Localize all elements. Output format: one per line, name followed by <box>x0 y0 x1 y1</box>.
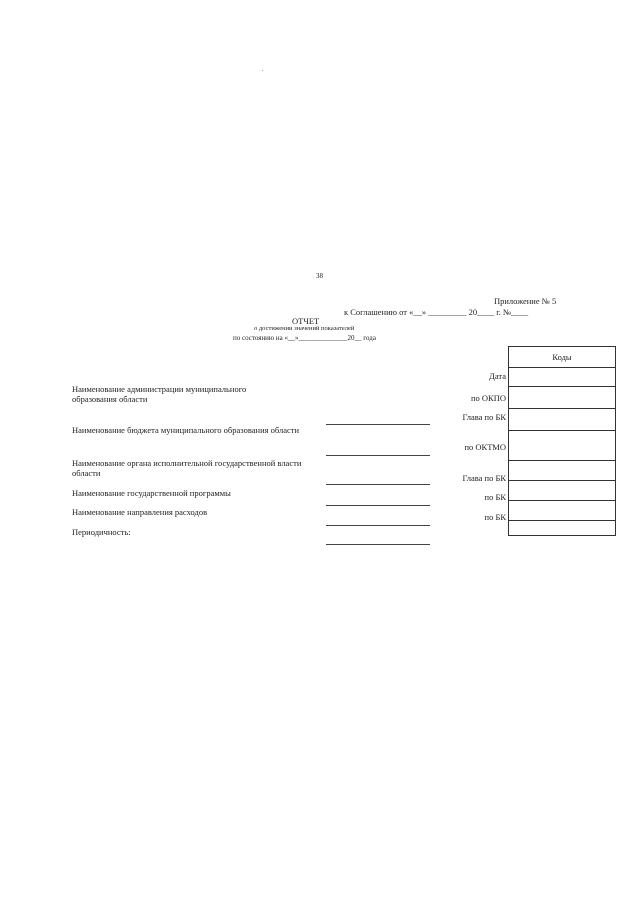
field-label-periodicity: Периодичность: <box>72 527 131 537</box>
code-cell-date <box>509 367 615 386</box>
fill-line-program <box>326 505 430 506</box>
code-label-chapter-bk-1: Глава по БК <box>462 412 506 422</box>
field-label-expense-direction: Наименование направления расходов <box>72 507 208 517</box>
code-label-date: Дата <box>489 371 506 381</box>
code-cell-chapter-bk-2 <box>509 460 615 480</box>
code-cell-bk-2 <box>509 500 615 520</box>
code-label-chapter-bk-2: Глава по БК <box>462 473 506 483</box>
code-cell-bk-1 <box>509 480 615 500</box>
appendix-label: Приложение № 5 <box>494 296 557 306</box>
scan-speck <box>262 70 263 71</box>
report-as-of: по состоянию на «__»______________20__ года <box>233 334 376 342</box>
code-cell-periodicity <box>509 520 615 535</box>
field-label-administration: Наименование администрации муниципального образования области <box>72 384 247 404</box>
fill-line-budget <box>326 455 430 456</box>
code-label-oktmo: по ОКТМО <box>464 442 506 452</box>
codes-table <box>508 346 616 536</box>
field-label-program: Наименование государственной программы <box>72 488 231 498</box>
fill-line-administration <box>326 424 430 425</box>
report-subtitle: о достижении значений показателей <box>254 325 355 332</box>
page-number: 38 <box>316 272 323 280</box>
code-label-bk-1: по БК <box>484 492 506 502</box>
field-label-budget: Наименование бюджета муниципального образования области <box>72 425 300 435</box>
codes-header: Коды <box>552 352 572 362</box>
agreement-reference: к Соглашению от «__» _________ 20____ г. №____ <box>344 307 529 317</box>
report-title: ОТЧЕТ <box>292 316 320 326</box>
fill-line-authority <box>326 484 430 485</box>
fill-line-expense-direction <box>326 525 430 526</box>
code-label-bk-2: по БК <box>484 512 506 522</box>
code-cell-okpo <box>509 386 615 408</box>
code-cell-chapter-bk-1 <box>509 408 615 430</box>
code-label-okpo: по ОКПО <box>470 393 506 403</box>
fill-line-periodicity <box>326 544 430 545</box>
field-label-authority: Наименование органа исполнительной государственной власти области <box>72 458 302 478</box>
code-cell-oktmo <box>509 430 615 460</box>
